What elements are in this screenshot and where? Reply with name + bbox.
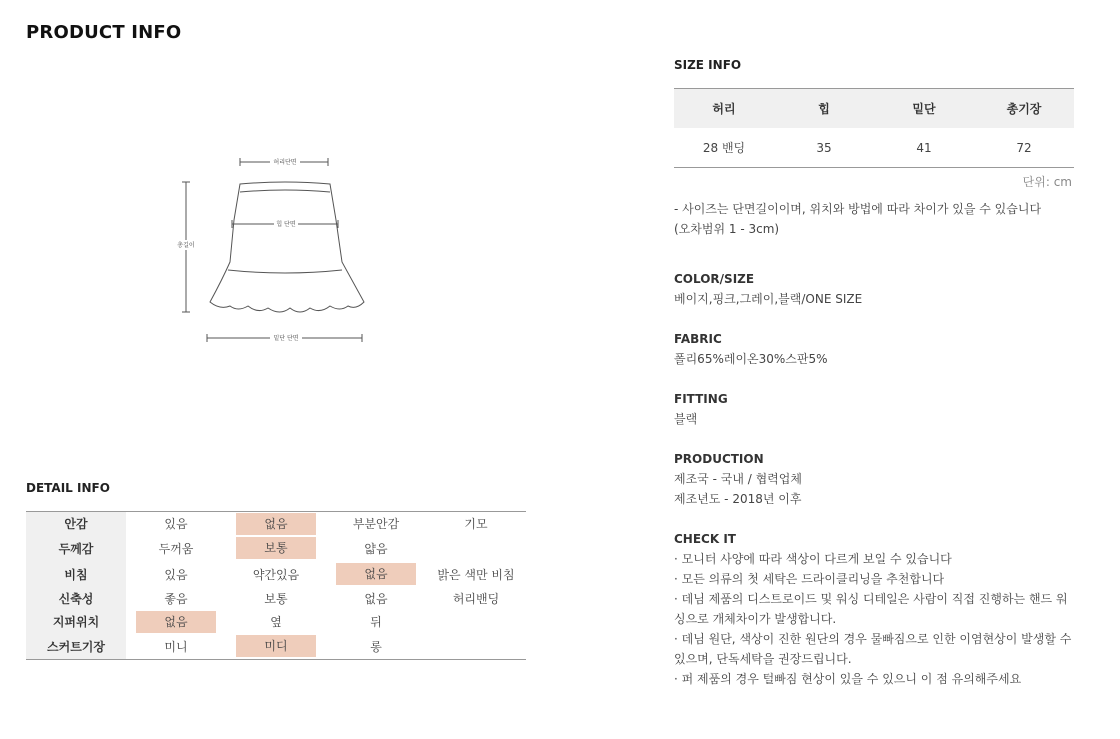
detail-option-selected	[126, 610, 226, 633]
size-info-heading: SIZE INFO	[674, 58, 742, 72]
detail-row	[26, 610, 526, 633]
detail-option-text: 보통	[236, 537, 316, 559]
fitting-section	[674, 389, 1084, 429]
detail-option	[326, 633, 426, 660]
detail-info-table	[26, 511, 526, 660]
detail-option	[326, 610, 426, 633]
check-it-heading: CHECK IT	[674, 532, 736, 546]
detail-row	[26, 512, 526, 536]
fitting-heading: FITTING	[674, 392, 728, 406]
check-item: · 데님 원단, 색상이 진한 원단의 경우 물빠짐으로 인한 이염현상이 발생할 수 있으며, 단독세탁을 권장드립니다.	[674, 632, 1072, 666]
detail-option	[126, 633, 226, 660]
size-unit: 단위: cm	[1022, 175, 1072, 189]
detail-option-text: 부분안감	[352, 517, 400, 531]
size-note-line: (오차범위 1 - 3cm)	[674, 222, 780, 236]
detail-option-selected	[226, 633, 326, 660]
size-value-row	[674, 128, 1074, 168]
production-year: 제조년도 - 2018년 이후	[674, 492, 802, 506]
detail-option-text: 보통	[264, 592, 288, 606]
detail-option-text: 없음	[236, 513, 316, 535]
detail-option-text: 미니	[164, 639, 188, 654]
length-label: 총길이	[177, 242, 195, 249]
detail-option-text: 있음	[164, 567, 188, 582]
fabric-value: 폴리65%레이온30%스판5%	[674, 352, 828, 366]
detail-info-heading: DETAIL INFO	[26, 481, 110, 495]
waist-label: 허리단면	[273, 159, 297, 166]
detail-option-selected	[326, 561, 426, 587]
detail-row-label: 안감	[26, 512, 126, 536]
detail-option-text: 얇음	[364, 541, 388, 556]
production-country: 제조국 - 국내 / 협력업체	[674, 472, 802, 486]
detail-row	[26, 587, 526, 610]
size-header-length: 총기장	[974, 89, 1074, 129]
detail-option	[226, 610, 326, 633]
detail-option	[126, 561, 226, 587]
detail-row-label: 신축성	[26, 587, 126, 610]
size-note	[674, 199, 1074, 239]
detail-option	[126, 587, 226, 610]
size-header-hip: 힙	[774, 89, 874, 129]
size-header-waist: 허리	[674, 89, 774, 129]
check-item: · 모니터 사양에 따라 색상이 다르게 보일 수 있습니다	[674, 552, 952, 566]
check-item: · 모든 의류의 첫 세탁은 드라이클리닝을 추천합니다	[674, 572, 945, 586]
detail-option	[426, 587, 526, 610]
detail-option	[126, 535, 226, 561]
check-item: · 퍼 제품의 경우 털빠짐 현상이 있을 수 있으니 이 점 유의해주세요	[674, 672, 1022, 686]
size-value-hem: 41	[916, 140, 932, 155]
detail-option	[426, 512, 526, 536]
size-info-table	[674, 88, 1074, 168]
detail-option	[126, 512, 226, 536]
detail-option	[426, 610, 526, 633]
size-note-line: - 사이즈는 단면길이이며, 위치와 방법에 따라 차이가 있을 수 있습니다	[674, 202, 1042, 216]
detail-option	[226, 561, 326, 587]
color-size-section	[674, 269, 1084, 309]
fabric-section	[674, 329, 1084, 369]
detail-option-text: 기모	[464, 517, 488, 531]
size-header-hem: 밑단	[874, 89, 974, 129]
detail-option	[326, 535, 426, 561]
skirt-diagram	[170, 150, 380, 350]
detail-row	[26, 633, 526, 660]
detail-option-text: 밝은 색만 비침	[437, 567, 515, 582]
page-title: PRODUCT INFO	[26, 22, 182, 43]
detail-row-label: 스커트기장	[26, 633, 126, 660]
detail-option-text: 없음	[336, 563, 416, 585]
detail-option-text: 없음	[364, 592, 388, 606]
detail-option	[226, 587, 326, 610]
detail-row-label: 두께감	[26, 535, 126, 561]
check-item: · 데님 제품의 디스트로이드 및 워싱 디테일은 사람이 직접 진행하는 핸드 워싱으로 개체차이가 발생합니다.	[674, 592, 1068, 626]
hem-label: 밑단 단면	[273, 335, 299, 342]
production-heading: PRODUCTION	[674, 452, 764, 466]
hip-label: 힙 단면	[276, 221, 296, 228]
detail-option-selected	[226, 535, 326, 561]
production-section	[674, 449, 1084, 509]
detail-option	[426, 535, 526, 561]
fitting-value: 블랙	[674, 412, 698, 426]
size-value-hip: 35	[816, 140, 832, 155]
detail-row-label: 지퍼위치	[26, 610, 126, 633]
detail-row	[26, 561, 526, 587]
detail-row-label: 비침	[26, 561, 126, 587]
detail-option	[426, 561, 526, 587]
size-header-row	[674, 89, 1074, 129]
detail-option-text: 두꺼움	[158, 541, 194, 556]
detail-option-text: 뒤	[370, 615, 382, 629]
fabric-heading: FABRIC	[674, 332, 722, 346]
size-value-waist: 28 밴딩	[702, 141, 746, 155]
detail-row	[26, 535, 526, 561]
size-value-length: 72	[1016, 140, 1032, 155]
check-it-section	[674, 529, 1074, 689]
detail-option	[426, 633, 526, 660]
color-size-heading: COLOR/SIZE	[674, 272, 755, 286]
detail-option-text: 좋음	[164, 592, 188, 606]
color-size-value: 베이지,핑크,그레이,블랙/ONE SIZE	[674, 292, 863, 306]
detail-option-text: 약간있음	[252, 567, 300, 582]
detail-option-text: 롱	[370, 639, 382, 654]
detail-option-text: 미디	[236, 635, 316, 657]
detail-option-text: 없음	[136, 611, 216, 633]
detail-option-text: 있음	[164, 517, 188, 531]
detail-option	[326, 587, 426, 610]
detail-option-text: 허리밴딩	[452, 592, 500, 606]
detail-option-text: 옆	[270, 615, 282, 629]
detail-option	[326, 512, 426, 536]
detail-option-selected	[226, 512, 326, 536]
